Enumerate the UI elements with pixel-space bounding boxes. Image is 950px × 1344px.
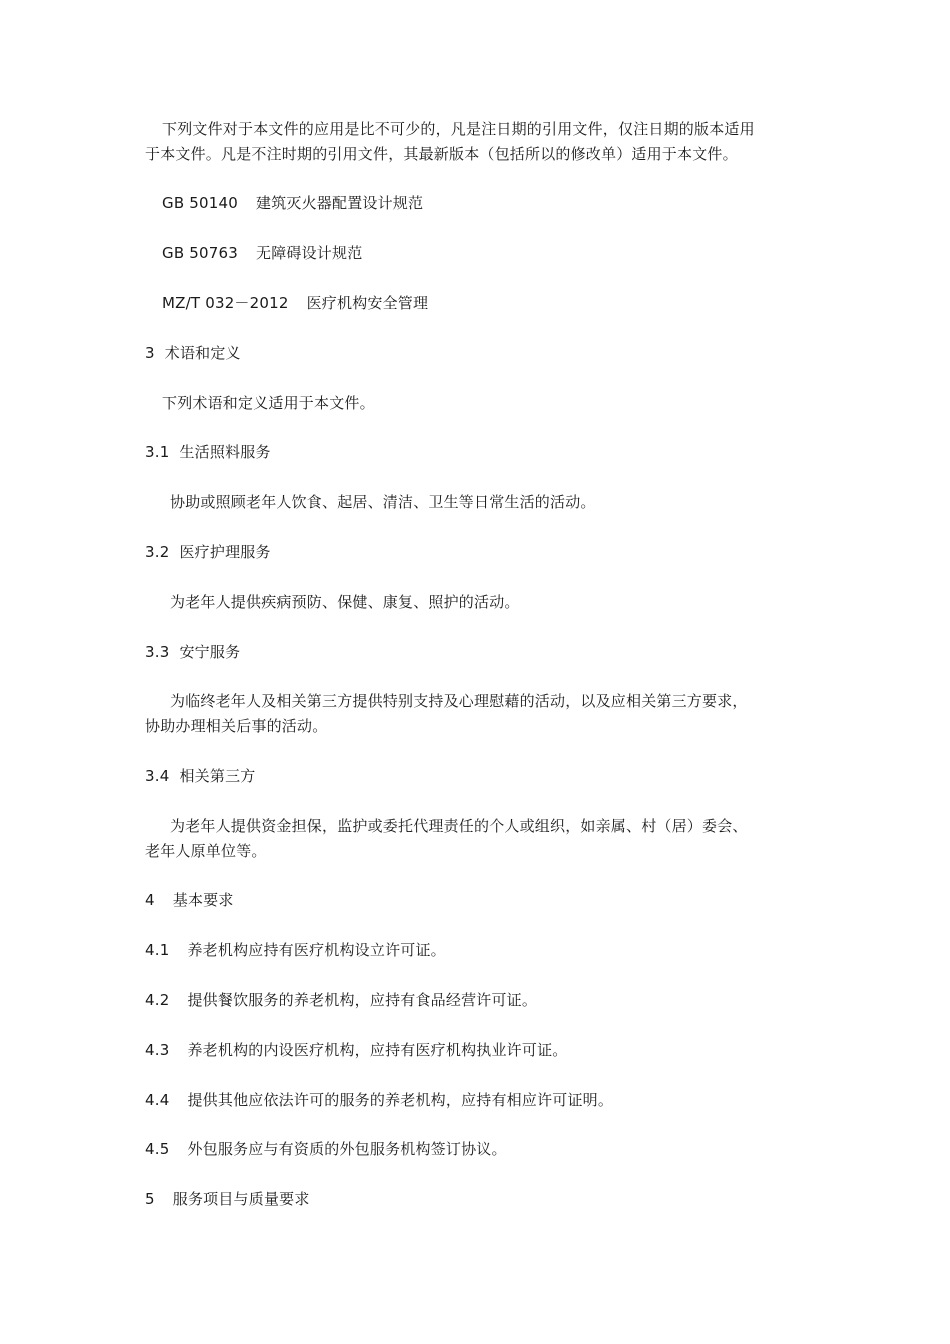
reference-code: GB 50763	[162, 244, 238, 262]
term-3-3-definition-line-1: 为临终老年人及相关第三方提供特别支持及心理慰藉的活动，以及应相关第三方要求，	[170, 692, 748, 710]
section-4-heading	[145, 888, 234, 912]
term-3-3-heading	[145, 640, 240, 664]
term-3-1-heading	[145, 440, 271, 464]
reference-title: 建筑灭火器配置设计规范	[256, 194, 424, 212]
intro-line-2: 于本文件。凡是不注时期的引用文件，其最新版本（包括所以的修改单）适用于本文件。	[145, 145, 738, 163]
requirement-4-2	[145, 988, 537, 1012]
term-3-3-definition-line-2: 协助办理相关后事的活动。	[145, 717, 328, 735]
requirement-number: 4.5	[145, 1140, 170, 1158]
term-3-2-definition: 为老年人提供疾病预防、保健、康复、照护的活动。	[170, 593, 520, 611]
section-number: 3	[145, 344, 155, 362]
requirement-4-5	[145, 1137, 507, 1161]
requirement-number: 4.1	[145, 941, 170, 959]
section-3-intro: 下列术语和定义适用于本文件。	[162, 394, 375, 412]
reference-mzt032	[162, 291, 428, 315]
reference-gb50140	[162, 191, 423, 215]
requirement-text: 养老机构的内设医疗机构，应持有医疗机构执业许可证。	[187, 1041, 568, 1059]
term-number: 3.2	[145, 543, 170, 561]
reference-code: MZ/T 032－2012	[162, 294, 289, 312]
requirement-text: 外包服务应与有资质的外包服务机构签订协议。	[187, 1140, 507, 1158]
term-3-4-definition-line-1: 为老年人提供资金担保，监护或委托代理责任的个人或组织，如亲属、村（居）委会、	[170, 817, 748, 835]
section-title: 服务项目与质量要求	[172, 1190, 310, 1208]
requirement-text: 提供其他应依法许可的服务的养老机构，应持有相应许可证明。	[187, 1091, 614, 1109]
section-5-heading	[145, 1187, 310, 1211]
requirement-text: 提供餐饮服务的养老机构，应持有食品经营许可证。	[187, 991, 538, 1009]
requirement-number: 4.3	[145, 1041, 170, 1059]
term-title: 生活照料服务	[179, 443, 271, 461]
section-title: 术语和定义	[164, 344, 241, 362]
term-title: 安宁服务	[179, 643, 241, 661]
term-3-4-heading	[145, 764, 255, 788]
term-title: 相关第三方	[179, 767, 256, 785]
term-3-4-definition-line-2: 老年人原单位等。	[145, 842, 267, 860]
section-title: 基本要求	[172, 891, 234, 909]
requirement-4-4	[145, 1088, 613, 1112]
term-number: 3.1	[145, 443, 170, 461]
section-number: 5	[145, 1190, 155, 1208]
reference-title: 医疗机构安全管理	[306, 294, 429, 312]
term-3-1-definition: 协助或照顾老年人饮食、起居、清洁、卫生等日常生活的活动。	[170, 493, 596, 511]
reference-title: 无障碍设计规范	[256, 244, 363, 262]
term-title: 医疗护理服务	[179, 543, 271, 561]
term-number: 3.4	[145, 767, 170, 785]
reference-gb50763	[162, 241, 362, 265]
requirement-4-1	[145, 938, 446, 962]
term-3-2-heading	[145, 540, 271, 564]
requirement-number: 4.4	[145, 1091, 170, 1109]
intro-line-1: 下列文件对于本文件的应用是比不可少的，凡是注日期的引用文件，仅注日期的版本适用	[162, 120, 755, 138]
reference-code: GB 50140	[162, 194, 238, 212]
term-number: 3.3	[145, 643, 170, 661]
requirement-number: 4.2	[145, 991, 170, 1009]
section-number: 4	[145, 891, 155, 909]
requirement-4-3	[145, 1038, 567, 1062]
section-3-heading	[145, 341, 241, 365]
requirement-text: 养老机构应持有医疗机构设立许可证。	[187, 941, 446, 959]
